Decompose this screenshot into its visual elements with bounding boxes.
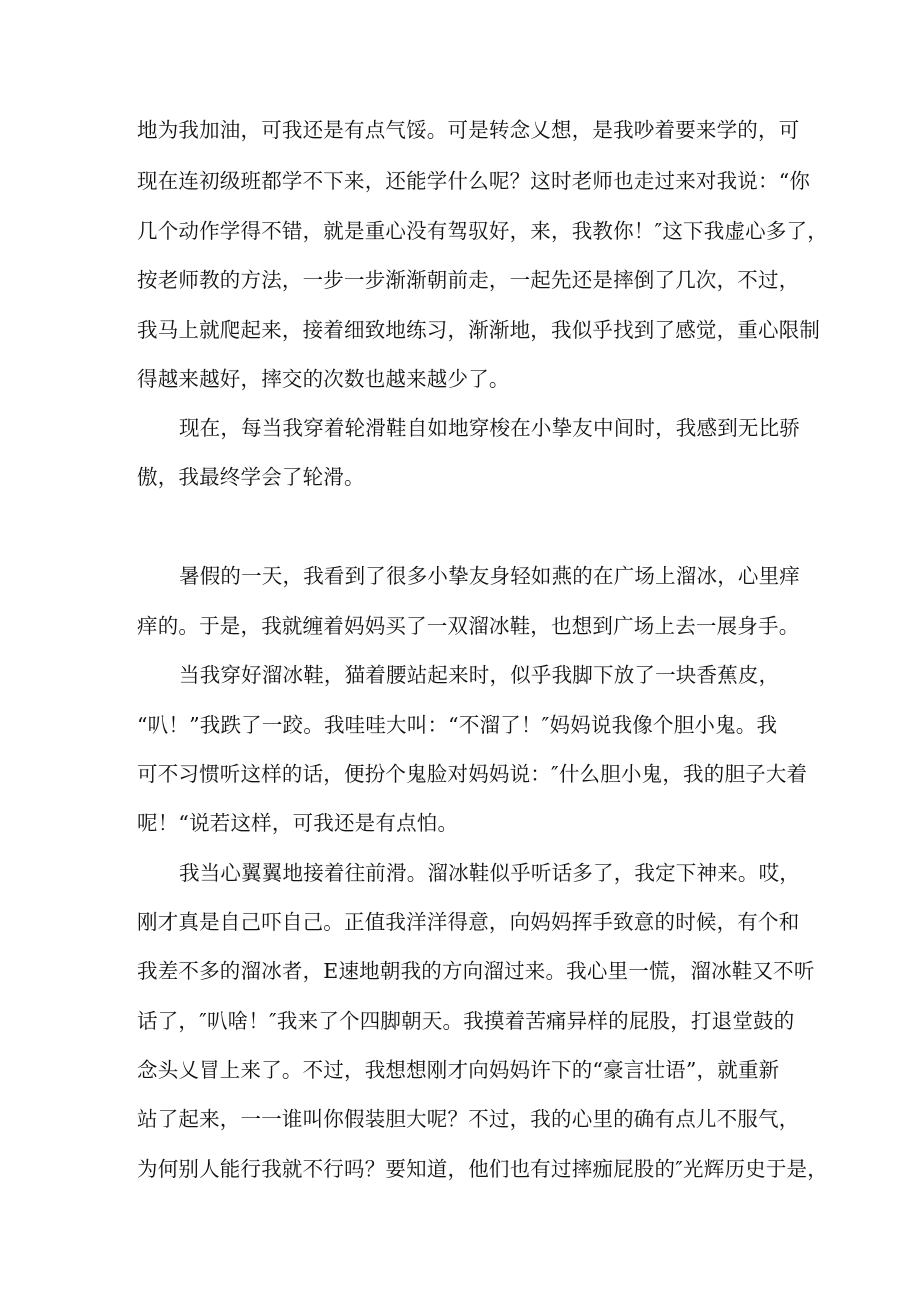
text-line: 我当心翼翼地接着往前滑。溜冰鞋似乎听话多了，我定下神来。哎，	[179, 861, 800, 885]
text-line: 为何别人能行我就不行吗？要知道，他们也有过摔痂屁股的″光辉历史于是，	[137, 1157, 828, 1181]
text-line: 当我穿好溜冰鞋，猫着腰站起来时，似乎我脚下放了一块香蕉皮，	[179, 663, 780, 687]
text-line: 站了起来，一一谁叫你假装胆大呢？不过，我的心里的确有点儿不服气，	[137, 1107, 800, 1131]
text-line: 地为我加油，可我还是有点气馁。可是转念乂想，是我吵着要来学的，可	[137, 118, 800, 142]
text-line: 刚才真是自己吓自己。正值我洋洋得意，向妈妈挥手致意的时候，有个和	[137, 910, 800, 934]
text-line: 我马上就爬起来，接着细致地练习，渐渐地，我似乎找到了感觉，重心限制	[137, 318, 821, 342]
text-line: 得越来越好，摔交的次数也越来越少了。	[137, 367, 510, 391]
text-line: 暑假的一天，我看到了很多小挚友身轻如燕的在广场上溜冰，心里痒	[179, 564, 800, 588]
text-line: 痒的。于是，我就缠着妈妈买了一双溜冰鞋，也想到广场上去一展身手。	[137, 614, 800, 638]
text-line: 呢！“说若这样，可我还是有点怕。	[137, 811, 459, 835]
text-line: 几个动作学得不错，就是重心没有驾驭好，来，我教你！″这下我虚心多了，	[137, 219, 828, 243]
text-line: 念头乂冒上来了。不过，我想想刚才向妈妈许下的“豪言壮语”，就重新	[137, 1058, 780, 1082]
text-line: “叭！”我跌了一跤。我哇哇大叫：“不溜了！″妈妈说我像个胆小鬼。我	[137, 713, 778, 737]
text-line: 按老师教的方法，一步一步渐渐朝前走，一起先还是摔倒了几次，不过，	[137, 268, 800, 292]
text-line: 现在连初级班都学不下来，还能学什么呢？这时老师也走过来对我说：“你	[137, 169, 811, 193]
text-line: 可不习惯听这样的话，便扮个鬼脸对妈妈说：″什么胆小鬼，我的胆子大着	[137, 762, 808, 786]
text-line: 我差不多的溜冰者，E速地朝我的方向溜过来。我心里一慌，溜冰鞋又不听	[137, 959, 815, 983]
text-line: 现在，每当我穿着轮滑鞋自如地穿梭在小挚友中间时，我感到无比骄	[179, 416, 800, 440]
text-line: 话了，″叭啥！″我来了个四脚朝天。我摸着苦痛异样的屁股，打退堂鼓的	[137, 1009, 795, 1033]
text-line: 傲，我最终学会了轮滑。	[137, 465, 365, 489]
